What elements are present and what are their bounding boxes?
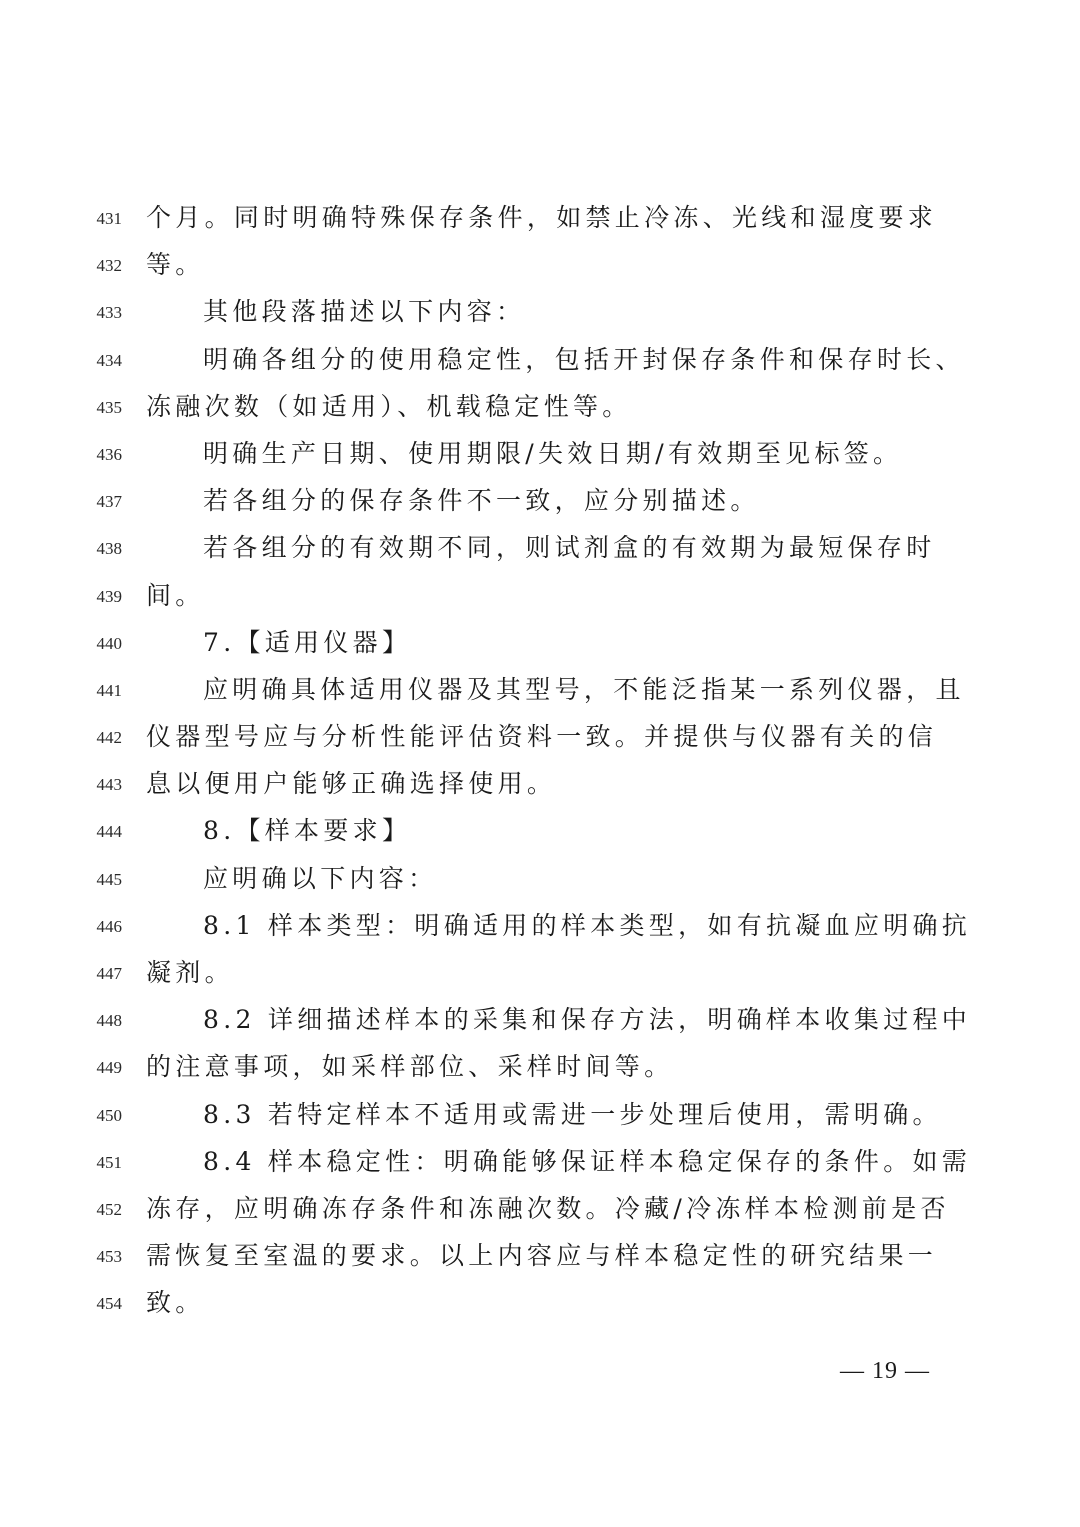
text-line [0,761,1080,808]
line-text: 明确生产日期、使用期限/失效日期/有效期至见标签。 [203,438,903,468]
line-text: 等。 [146,250,205,280]
text-line [0,667,1080,714]
line-number: 442 [96,728,122,748]
text-line [0,525,1080,572]
line-text: 应明确具体适用仪器及其型号，不能泛指某一系列仪器，且 [203,674,965,704]
text-line [0,1044,1080,1091]
text-line [0,431,1080,478]
line-number: 454 [96,1294,122,1314]
text-line [0,620,1080,667]
line-number: 446 [96,916,122,936]
text-line [0,1233,1080,1280]
line-number: 438 [96,539,122,559]
line-number: 434 [96,350,122,370]
line-number: 444 [96,822,122,842]
line-number: 448 [96,1011,122,1031]
line-text: 间。 [146,580,205,610]
section-heading: 8.【样本要求】 [203,816,412,846]
section-heading: 7.【适用仪器】 [203,627,412,657]
line-number: 441 [96,680,122,700]
text-line [0,856,1080,903]
line-number: 452 [96,1199,122,1219]
line-number: 443 [96,775,122,795]
line-number: 449 [96,1058,122,1078]
line-number: 437 [96,492,122,512]
line-text: 个月。同时明确特殊保存条件，如禁止冷冻、光线和湿度要求 [146,203,938,232]
line-number: 431 [96,209,122,228]
text-line [0,997,1080,1044]
line-number: 447 [96,964,122,983]
line-number: 435 [96,397,122,417]
line-text: 8.2 详细描述样本的采集和保存方法，明确样本收集过程中 [203,1005,972,1035]
text-line [0,808,1080,855]
line-text: 冻融次数（如适用）、机载稳定性等。 [146,391,632,421]
line-text: 应明确以下内容： [203,863,438,893]
text-line [0,242,1080,289]
text-line [0,1186,1080,1233]
line-text: 若各组分的有效期不同，则试剂盒的有效期为最短保存时 [203,533,936,563]
text-line [0,950,1080,997]
line-text: 8.1 样本类型：明确适用的样本类型，如有抗凝血应明确抗 [203,910,972,940]
line-text: 8.3 若特定样本不适用或需进一步处理后使用，需明确。 [203,1099,942,1129]
text-line [0,714,1080,761]
line-text: 致。 [146,1288,205,1318]
line-text: 凝剂。 [146,958,234,987]
text-line [0,1280,1080,1327]
page-number: — 19 — [840,1358,930,1384]
text-line [0,903,1080,950]
line-number: 453 [96,1247,122,1267]
line-text: 8.4 样本稳定性：明确能够保证样本稳定保存的条件。如需 [203,1146,972,1176]
line-text: 需恢复至室温的要求。以上内容应与样本稳定性的研究结果一 [146,1241,938,1271]
text-line [0,573,1080,620]
text-line [0,384,1080,431]
text-line [0,1092,1080,1139]
line-number: 440 [96,633,122,653]
line-number: 436 [96,444,122,464]
line-number: 432 [96,256,122,276]
line-text: 若各组分的保存条件不一致，应分别描述。 [203,486,760,516]
line-text: 其他段落描述以下内容： [203,297,526,327]
text-body [0,195,1080,1328]
text-line [0,289,1080,336]
line-number: 439 [96,586,122,606]
text-line [0,195,1080,242]
text-line [0,1139,1080,1186]
text-line [0,478,1080,525]
line-number: 450 [96,1105,122,1125]
line-text: 的注意事项，如采样部位、采样时间等。 [146,1052,674,1082]
line-text: 明确各组分的使用稳定性，包括开封保存条件和保存时长、 [203,344,965,374]
line-text: 息以便用户能够正确选择使用。 [146,769,557,799]
line-number: 433 [96,303,122,323]
line-text: 冻存，应明确冻存条件和冻融次数。冷藏/冷冻样本检测前是否 [146,1193,950,1223]
line-text: 仪器型号应与分析性能评估资料一致。并提供与仪器有关的信 [146,722,938,752]
text-line [0,337,1080,384]
line-number: 451 [96,1152,122,1172]
line-number: 445 [96,869,122,889]
